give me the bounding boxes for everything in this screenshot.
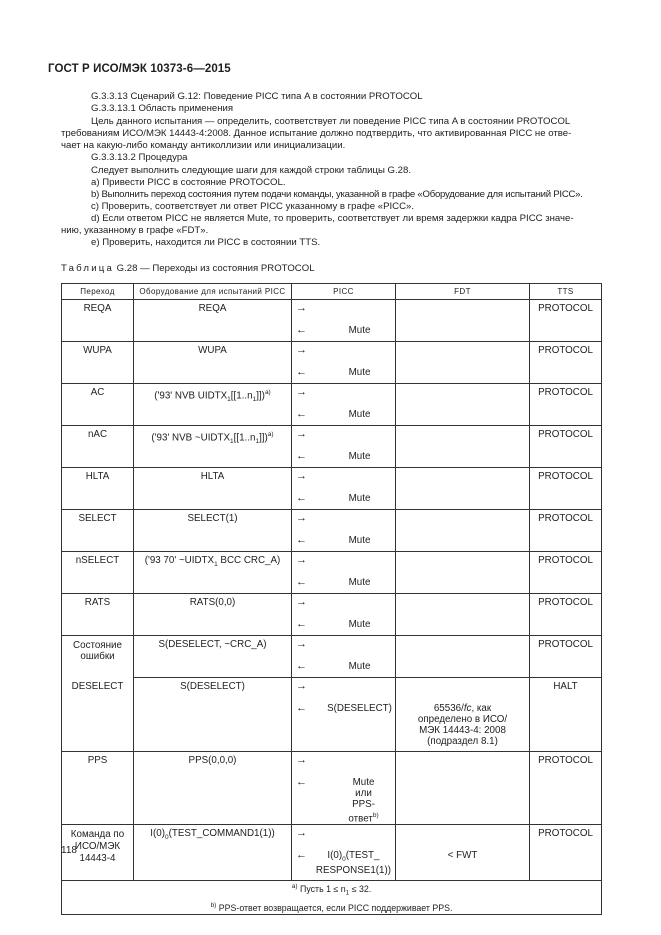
header-equipment: Оборудование для испытаний PICC [134, 284, 292, 300]
cell-tts: PROTOCOL [530, 384, 602, 407]
cell-fdt [396, 468, 530, 491]
cell-fdt [396, 510, 530, 533]
table-row [62, 490, 602, 510]
cell-equipment: RATS(0,0) [134, 594, 292, 617]
table-row [62, 574, 602, 594]
arrow-right-icon: → [296, 827, 307, 840]
table-row [62, 636, 602, 659]
cell-fdt [396, 384, 530, 407]
cell-equipment: WUPA [134, 342, 292, 365]
cell-transition: DESELECT [62, 678, 134, 701]
table-row [62, 700, 602, 752]
cell-tts: HALT [530, 678, 602, 701]
cell-fdt [396, 426, 530, 449]
arrow-left-icon: ← [296, 366, 307, 378]
cell-equipment: S(DESELECT, ~CRC_A) [134, 636, 292, 659]
cell-transition: PPS [62, 752, 134, 775]
arrow-right-icon: → [296, 596, 307, 608]
arrow-right-icon: → [296, 754, 307, 766]
arrow-left-icon: ← [296, 618, 307, 630]
picc-response: Mute [348, 325, 371, 336]
cell-equipment: ('93' NVB $\sim UIDTX_1[[1..n_1]])^{a)}$ [134, 426, 292, 449]
arrow-right-icon: → [296, 302, 307, 314]
cell-tts: PROTOCOL [530, 594, 602, 617]
cell-transition: nSELECT [62, 552, 134, 575]
arrow-right-icon: → [296, 680, 307, 692]
table-row [62, 468, 602, 491]
table-row [62, 532, 602, 552]
cell-tts: PROTOCOL [530, 342, 602, 365]
cell-picc [292, 322, 396, 342]
table-row [62, 847, 602, 881]
paragraph: Следует выполнить следующие шаги для каждой строки таблицы G.28. [91, 165, 411, 176]
cell-picc [292, 300, 396, 323]
table-header-row [62, 284, 602, 300]
header-tts: TTS [530, 284, 602, 300]
paragraph: G.3.3.13.2 Процедура [91, 152, 188, 163]
cell-transition: nAC [62, 426, 134, 449]
table-row [62, 616, 602, 636]
table-row [62, 658, 602, 678]
paragraph: G.3.3.13 Сценарий G.12: Поведение PICC типа A в состоянии PROTOCOL [91, 91, 423, 102]
table-row [62, 510, 602, 533]
cell-equipment: ('93 70' $\sim UIDTX_1$ BCC CRC_A) [134, 552, 292, 575]
cell-transition: Команда по ИСО/МЭК 14443-4 [62, 825, 134, 881]
cell-fdt [396, 594, 530, 617]
picc-response: Mute [348, 367, 371, 378]
cell-fdt: 65536/fc, как определено в ИСО/МЭК 14443-4: 2008 (подраздел 8.1) [396, 700, 530, 752]
cell-equipment: $I(0)_0(TEST\_COMMAND1(1))$ [134, 825, 292, 848]
picc-response: S(DESELECT) [327, 703, 392, 714]
table-row [62, 594, 602, 617]
caption-label: Таблица [61, 263, 115, 274]
cell-fdt [396, 342, 530, 365]
footnote-a: $^{a)}$ Пусть $1 \le n_1 \le 32$. [291, 883, 372, 897]
cell-equipment: S(DESELECT) [134, 678, 292, 701]
cell-fdt [396, 552, 530, 575]
arrow-right-icon: → [296, 638, 307, 650]
table-row [62, 825, 602, 848]
paragraph: Цель данного испытания — определить, соответствует ли поведение PICC типа A в состоянии PROTOCOL [91, 116, 571, 127]
cell-equipment: PPS(0,0,0) [134, 752, 292, 775]
table-row [62, 342, 602, 365]
cell-equipment: ('93' NVB $UIDTX_1[[1..n_1]])^{a)}$ [134, 384, 292, 407]
header-transition: Переход [62, 284, 134, 300]
table-row [62, 426, 602, 449]
arrow-left-icon: ← [296, 576, 307, 588]
picc-response: $I(0)_0(TEST\_$ RESPONSE1(1)) [315, 850, 392, 877]
table-row [62, 406, 602, 426]
cell-equipment: SELECT(1) [134, 510, 292, 533]
picc-response: Mute [348, 493, 371, 504]
paragraph: b) Выполнить переход состояния путем подачи команды, указанной в графе «Оборудование для испытаний PICC». [91, 189, 583, 200]
table-row [62, 384, 602, 407]
cell-transition: AC [62, 384, 134, 407]
cell-tts: PROTOCOL [530, 825, 602, 848]
table-row [62, 448, 602, 468]
paragraph: требованиям ИСО/МЭК 14443-4:2008. Данное испытание должно подтвердить, что активированная PICC не отве- [61, 128, 572, 139]
arrow-left-icon: ← [296, 702, 307, 714]
paragraph: c) Проверить, соответствует ли ответ PICC указанному в графе «PICC». [91, 201, 415, 212]
arrow-left-icon: ← [296, 450, 307, 462]
cell-tts: PROTOCOL [530, 426, 602, 449]
cell-tts: PROTOCOL [530, 510, 602, 533]
table-row [62, 752, 602, 775]
arrow-left-icon: ← [296, 408, 307, 420]
cell-equipment: REQA [134, 300, 292, 323]
cell-tts: PROTOCOL [530, 300, 602, 323]
cell-fdt: < FWT [396, 847, 530, 881]
paragraph: G.3.3.13.1 Область применения [91, 103, 234, 114]
document-header: ГОСТ Р ИСО/МЭК 10373-6—2015 [48, 63, 231, 75]
arrow-left-icon: ← [296, 660, 307, 672]
cell-transition: Состояние ошибки [62, 636, 134, 678]
footnote-b: $^{b)}$ PPS-ответ возвращается, если PICC поддерживает PPS. [210, 901, 453, 913]
page-number: 118 [61, 845, 77, 856]
arrow-right-icon: → [296, 554, 307, 566]
arrow-right-icon: → [296, 386, 307, 398]
cell-transition: WUPA [62, 342, 134, 365]
paragraph: a) Привести PICC в состояние PROTOCOL. [91, 177, 286, 188]
table-caption [61, 263, 315, 274]
cell-transition: SELECT [62, 510, 134, 533]
header-picc: PICC [292, 284, 396, 300]
cell-transition: HLTA [62, 468, 134, 491]
arrow-left-icon: ← [296, 324, 307, 336]
picc-response: Mute [348, 451, 371, 462]
arrow-left-icon: ← [296, 534, 307, 546]
cell-tts: PROTOCOL [530, 468, 602, 491]
cell-tts: PROTOCOL [530, 752, 602, 775]
picc-response: Mute [348, 619, 371, 630]
cell-equipment: HLTA [134, 468, 292, 491]
table-row [62, 678, 602, 701]
arrow-left-icon: ← [296, 849, 307, 862]
arrow-right-icon: → [296, 428, 307, 440]
cell-fdt [396, 636, 530, 659]
transitions-table [61, 283, 602, 915]
picc-response: Mute [348, 661, 371, 672]
picc-response: Mute [348, 577, 371, 588]
picc-response: Mute [348, 409, 371, 420]
paragraph: чает на какую-либо команду антиколлизии или инициализации. [61, 140, 346, 151]
cell-transition: REQA [62, 300, 134, 323]
paragraph: d) Если ответом PICC не является Mute, то проверить, соответствует ли время задержки кадра PICC значе- [91, 213, 574, 224]
table-notes-row [62, 881, 602, 915]
paragraph: нию, указанному в графе «FDT». [61, 225, 209, 236]
arrow-right-icon: → [296, 512, 307, 524]
cell-tts: PROTOCOL [530, 636, 602, 659]
cell-fdt [396, 752, 530, 775]
arrow-left-icon: ← [296, 776, 307, 788]
cell-transition: RATS [62, 594, 134, 617]
table-row [62, 774, 602, 825]
picc-response: Mute или PPS-ответ$^{b)}$ [348, 777, 379, 825]
caption-text: G.28 — Переходы из состояния PROTOCOL [114, 263, 315, 274]
table-notes [62, 881, 602, 915]
cell-fdt [396, 300, 530, 323]
table-row [62, 364, 602, 384]
picc-response: Mute [348, 535, 371, 546]
table-row [62, 300, 602, 323]
cell-tts: PROTOCOL [530, 552, 602, 575]
arrow-right-icon: → [296, 470, 307, 482]
paragraph: e) Проверить, находится ли PICC в состоянии TTS. [91, 237, 321, 248]
table-row [62, 322, 602, 342]
arrow-right-icon: → [296, 344, 307, 356]
arrow-left-icon: ← [296, 492, 307, 504]
header-fdt: FDT [396, 284, 530, 300]
table-row [62, 552, 602, 575]
